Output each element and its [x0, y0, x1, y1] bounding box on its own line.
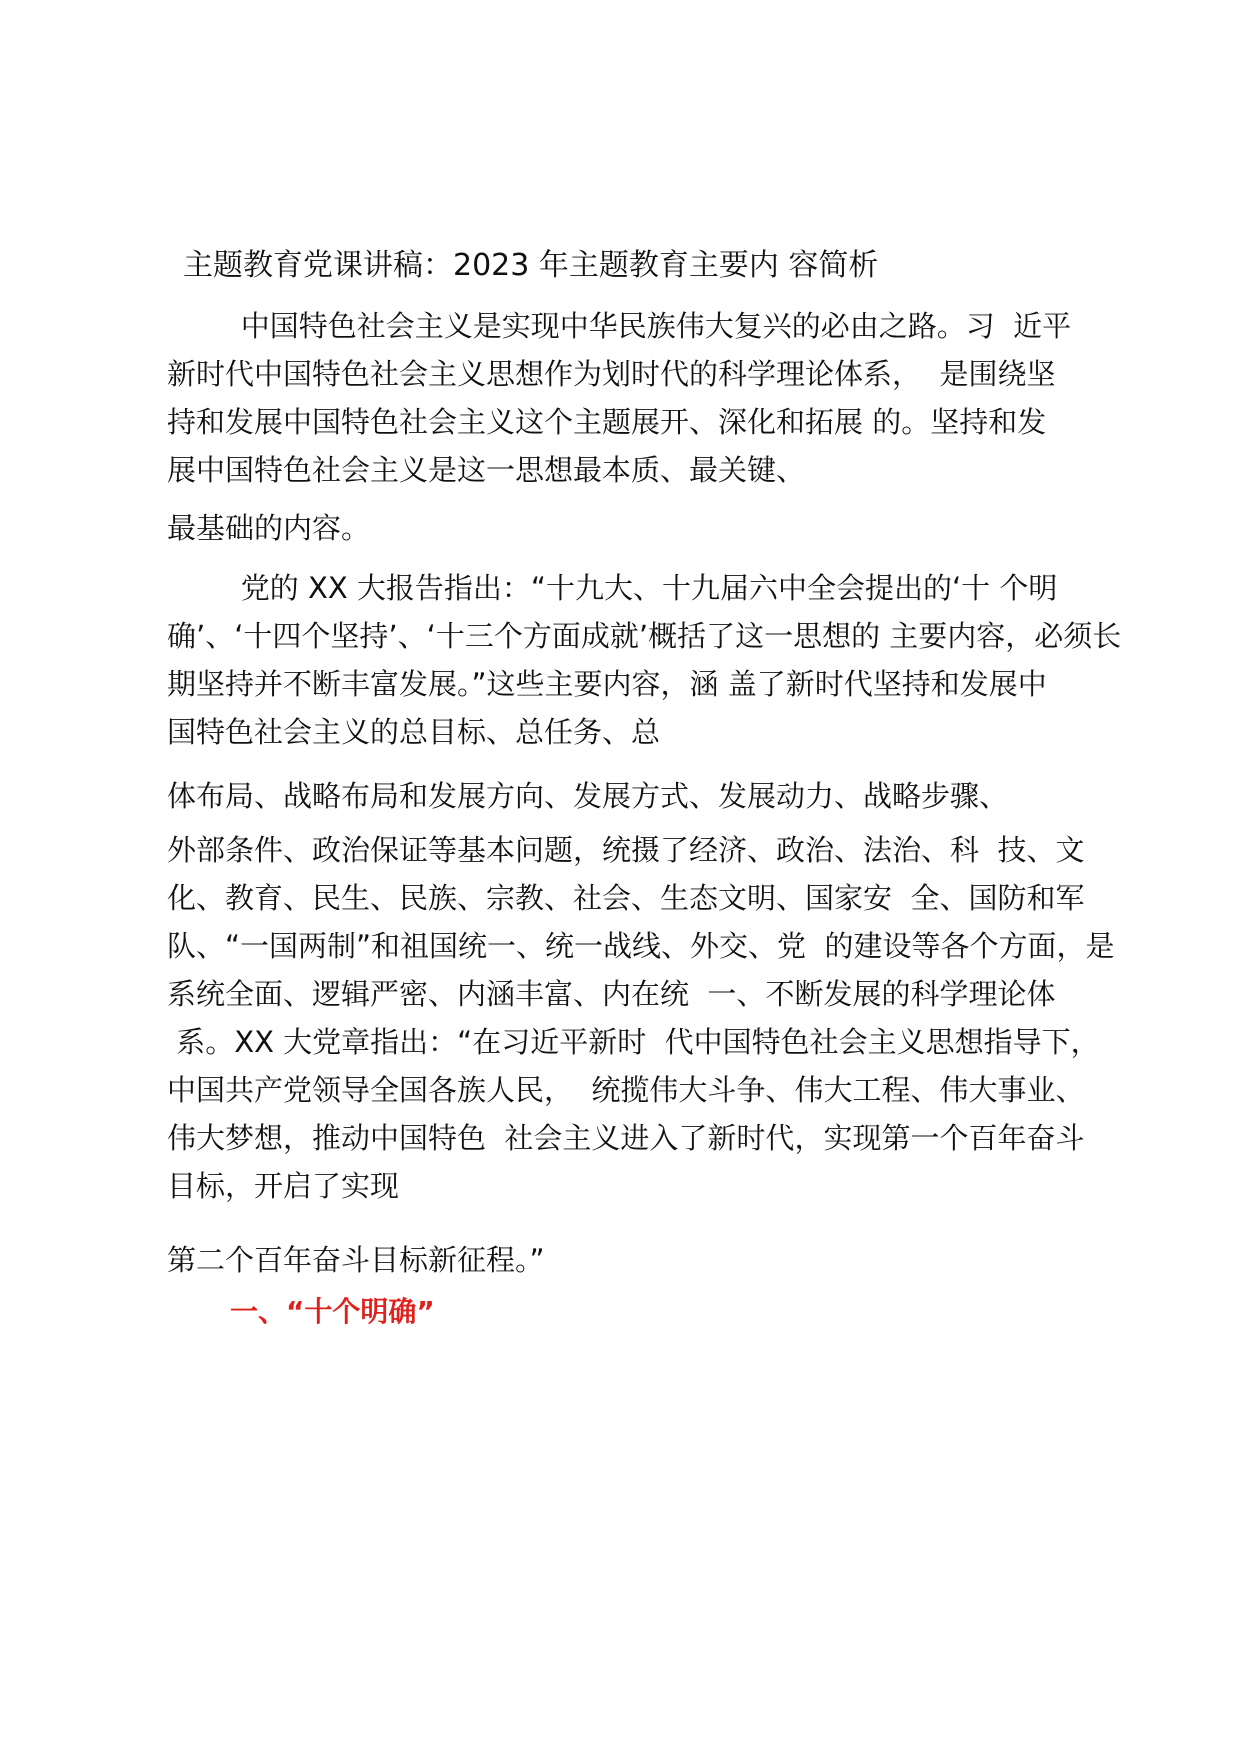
paragraph-line: 外部条件、政治保证等基本问题，统摄了经济、政治、法治、科 技、文 — [167, 833, 1085, 867]
paragraph-line: 确’、‘十四个坚持’、‘十三个方面成就’概括了这一思想的 主要内容，必须长 — [167, 619, 1122, 653]
paragraph-line: 第二个百年奋斗目标新征程。” — [167, 1243, 545, 1277]
section-heading: 一、“十个明确” — [230, 1295, 435, 1328]
paragraph-line: 期坚持并不断丰富发展。”这些主要内容，涵 盖了新时代坚持和发展中 — [167, 667, 1047, 701]
paragraph-line: 系统全面、逻辑严密、内涵丰富、内在统 一、不断发展的科学理论体 — [167, 977, 1056, 1011]
paragraph-line: 目标，开启了实现 — [167, 1169, 400, 1203]
paragraph-line: 体布局、战略布局和发展方向、发展方式、发展动力、战略步骤、 — [167, 779, 1009, 813]
paragraph-line: 队、“一国两制”和祖国统一、统一战线、外交、党 的建设等各个方面，是 — [167, 929, 1115, 963]
paragraph-line: 新时代中国特色社会主义思想作为划时代的科学理论体系， 是围绕坚 — [167, 357, 1056, 391]
paragraph-line: 展中国特色社会主义是这一思想最本质、最关键、 — [167, 453, 806, 487]
paragraph-line: 中国共产党领导全国各族人民， 统揽伟大斗争、伟大工程、伟大事业、 — [167, 1073, 1085, 1107]
paragraph-line: 国特色社会主义的总目标、总任务、总 — [167, 715, 661, 749]
document-title: 主题教育党课讲稿：2023 年主题教育主要内 容简析 — [183, 248, 879, 283]
paragraph-line: 伟大梦想，推动中国特色 社会主义进入了新时代，实现第一个百年奋斗 — [167, 1121, 1085, 1155]
paragraph-line: 持和发展中国特色社会主义这个主题展开、深化和拓展 的。坚持和发 — [167, 405, 1047, 439]
paragraph-line: 最基础的内容。 — [167, 511, 371, 545]
paragraph-line: 党的 XX 大报告指出：“十九大、十九届六中全会提出的‘十 个明 — [167, 571, 1058, 605]
paragraph-line: 中国特色社会主义是实现中华民族伟大复兴的必由之路。习 近平 — [167, 309, 1072, 343]
paragraph-line: 化、教育、民生、民族、宗教、社会、生态文明、国家安 全、国防和军 — [167, 881, 1085, 915]
paragraph-line: 系。XX 大党章指出：“在习近平新时 代中国特色社会主义思想指导下， — [167, 1025, 1100, 1059]
